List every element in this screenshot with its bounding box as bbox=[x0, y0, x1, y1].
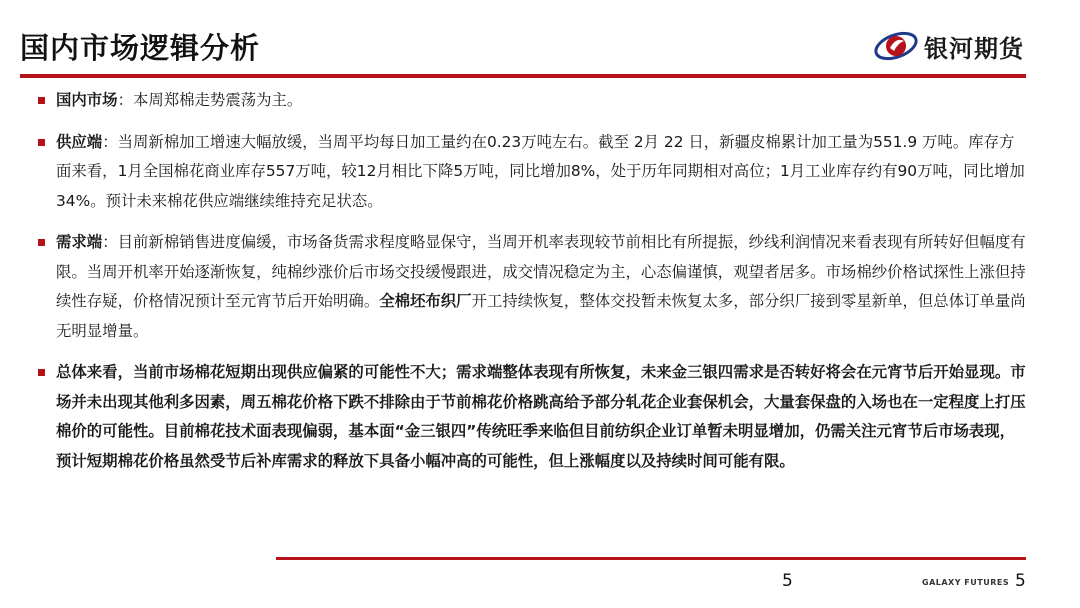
paragraph-text: ：本周郑棉走势震荡为主。 bbox=[117, 91, 303, 109]
paragraph-label: 需求端 bbox=[56, 233, 103, 251]
paragraph-text: ：目前新棉销售进度偏缓，市场备货需求程度略显保守，当周开机率表现较节前相比有所提振，纱线利润情况来看表现有所转好但幅度有限。当周开机率开始逐渐恢复，纯棉纱涨价后市场交投缓慢跟进，成交情况稳定为主，心态偏谨慎，观望者居多。市场棉纱价格试探性上涨但持续性存疑，价格情况预计至元宵节后开始明确。 bbox=[56, 233, 1026, 310]
paragraph-demand bbox=[38, 228, 1026, 346]
footer-divider bbox=[276, 557, 1026, 560]
header-divider bbox=[20, 74, 1026, 78]
galaxy-logo-icon bbox=[874, 27, 920, 65]
paragraph-text-secondary: 开工持续恢复，整体交投暂未恢复太多，部分织厂接到零星新单，但总体订单量尚无明显增量。 bbox=[56, 292, 1026, 340]
page-title: 国内市场逻辑分析 bbox=[20, 31, 261, 65]
logo-text: 银河期货 bbox=[924, 34, 1024, 63]
paragraph-text: 总体来看，当前市场棉花短期出现供应偏紧的可能性不大；需求端整体表现有所恢复，未来金三银四需求是否转好将会在元宵节后开始显现。市场并未出现其他利多因素，周五棉花价格下跌不排除由于节前棉花价格跳高给予部分轧花企业套保机会，大量套保盘的入场也在一定程度上打压棉价的可能性。目前棉花技术面表现偏弱，基本面“金三银四”传统旺季来临但目前纺织企业订单暂未明显增加，仍需关注元宵节后市场表现，预计短期棉花价格虽然受节后补库需求的释放下具备小幅冲高的可能性，但上涨幅度以及持续时间可能有限。 bbox=[56, 363, 1026, 470]
footer-brand: GALAXY FUTURES bbox=[922, 578, 1010, 587]
paragraph-label: 国内市场 bbox=[56, 91, 118, 109]
paragraph-label: 供应端 bbox=[56, 132, 103, 151]
logo bbox=[874, 26, 1024, 66]
paragraph-text: ：当周新棉加工增速大幅放缓，当周平均每日加工量约在0.23万吨左右。截至 2月 22 日，新疆皮棉累计加工量为551.9 万吨。库存方面来看，1月全国棉花商业库存557万吨，较12月相比下降5万吨，同比增加8%，处于历年同期相对高位；1月工业库存约有90万吨，同比增加34%。预计未来棉花供应端继续维持充足状态。 bbox=[56, 132, 1025, 210]
paragraph-summary bbox=[38, 358, 1026, 476]
paragraph-label-secondary: 全棉坯布织厂 bbox=[379, 292, 472, 310]
bullet-icon bbox=[38, 239, 45, 246]
paragraph-supply bbox=[38, 128, 1026, 217]
bullet-icon bbox=[38, 97, 45, 104]
bullet-icon bbox=[38, 139, 45, 146]
page-number: 5 bbox=[782, 571, 793, 591]
paragraph-domestic-market bbox=[38, 86, 1026, 116]
bullet-icon bbox=[38, 369, 45, 376]
page-number-corner: 5 bbox=[1015, 571, 1026, 591]
main-content bbox=[38, 86, 1026, 488]
